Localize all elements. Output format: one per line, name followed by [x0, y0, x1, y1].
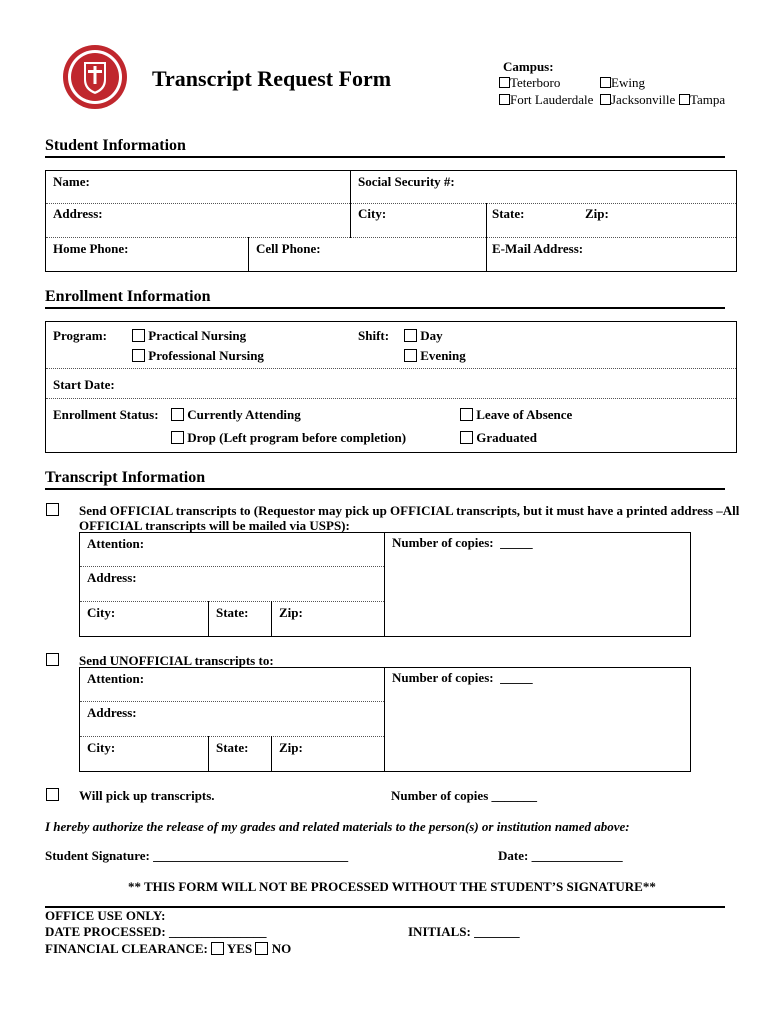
pickup-label: Will pick up transcripts. — [79, 788, 215, 803]
shift-evening[interactable]: Evening — [404, 348, 466, 364]
unofficial-copies-field[interactable]: Number of copies: _____ — [392, 670, 533, 685]
program-professional-nursing[interactable]: Professional Nursing — [132, 348, 264, 364]
unofficial-checkbox[interactable] — [46, 653, 59, 666]
row-divider — [46, 237, 736, 238]
fort-lauderdale-checkbox[interactable] — [499, 94, 510, 105]
signature-date-field[interactable]: Date: ______________ — [498, 848, 623, 863]
zip-field[interactable]: Zip: — [585, 206, 609, 221]
city-field[interactable]: City: — [358, 206, 387, 221]
row-divider — [80, 601, 384, 602]
section-rule — [45, 156, 725, 158]
initials-field[interactable]: INITIALS: _______ — [408, 924, 520, 939]
graduated-checkbox[interactable] — [460, 431, 473, 444]
pickup-checkbox[interactable] — [46, 788, 59, 801]
student-info-heading: Student Information — [45, 137, 186, 154]
address-field[interactable]: Address: — [53, 206, 103, 221]
col-divider — [208, 601, 209, 637]
shift-day[interactable]: Day — [404, 328, 443, 344]
row-divider — [46, 398, 736, 399]
campus-label: Campus: — [503, 59, 554, 74]
clearance-no-checkbox[interactable] — [255, 942, 268, 955]
col-divider — [350, 170, 351, 238]
col-divider — [384, 667, 385, 772]
evening-checkbox[interactable] — [404, 349, 417, 362]
name-field[interactable]: Name: — [53, 174, 90, 189]
state-field[interactable]: State: — [492, 206, 525, 221]
unofficial-instruction: Send UNOFFICIAL transcripts to: — [79, 653, 274, 668]
program-label: Program: — [53, 328, 107, 343]
enrollment-info-heading: Enrollment Information — [45, 288, 211, 305]
ssn-field[interactable]: Social Security #: — [358, 174, 455, 189]
status-drop[interactable]: Drop (Left program before completion) — [171, 430, 406, 446]
official-zip-field[interactable]: Zip: — [279, 605, 303, 620]
unofficial-zip-field[interactable]: Zip: — [279, 740, 303, 755]
financial-clearance — [45, 941, 291, 957]
status-leave-of-absence[interactable]: Leave of Absence — [460, 407, 572, 423]
official-state-field[interactable]: State: — [216, 605, 249, 620]
official-checkbox[interactable] — [46, 503, 59, 516]
row-divider — [46, 368, 736, 369]
col-divider — [384, 532, 385, 637]
col-divider — [271, 736, 272, 772]
unofficial-address-field[interactable]: Address: — [87, 705, 137, 720]
col-divider — [248, 237, 249, 271]
email-field[interactable]: E-Mail Address: — [492, 241, 584, 256]
unofficial-city-field[interactable]: City: — [87, 740, 116, 755]
day-checkbox[interactable] — [404, 329, 417, 342]
jacksonville-checkbox[interactable] — [600, 94, 611, 105]
section-rule — [45, 307, 725, 309]
ewing-checkbox[interactable] — [600, 77, 611, 88]
student-signature-field[interactable]: Student Signature: ______________________________ — [45, 848, 349, 863]
teterboro-checkbox[interactable] — [499, 77, 510, 88]
clearance-no-label: NO — [271, 941, 292, 956]
section-rule — [45, 488, 725, 490]
signature-warning: ** THIS FORM WILL NOT BE PROCESSED WITHOUT THE STUDENT’S SIGNATURE** — [128, 879, 656, 894]
campus-jacksonville[interactable]: Jacksonville — [600, 92, 675, 108]
office-use-title: OFFICE USE ONLY: — [45, 908, 166, 923]
transcript-info-heading: Transcript Information — [45, 469, 206, 486]
campus-ewing[interactable]: Ewing — [600, 75, 645, 91]
school-seal-logo — [62, 44, 128, 110]
unofficial-attention-field[interactable]: Attention: — [87, 671, 145, 686]
financial-clearance-label: FINANCIAL CLEARANCE: — [45, 941, 208, 956]
col-divider — [486, 203, 487, 271]
drop-checkbox[interactable] — [171, 431, 184, 444]
col-divider — [271, 601, 272, 637]
professional-nursing-checkbox[interactable] — [132, 349, 145, 362]
currently-attending-checkbox[interactable] — [171, 408, 184, 421]
campus-fort-lauderdale[interactable]: Fort Lauderdale — [499, 92, 593, 108]
official-city-field[interactable]: City: — [87, 605, 116, 620]
enrollment-status-label: Enrollment Status: — [53, 407, 159, 422]
date-processed-field[interactable]: DATE PROCESSED: _______________ — [45, 924, 267, 939]
row-divider — [46, 203, 736, 204]
official-instruction: Send OFFICIAL transcripts to (Requestor may pick up OFFICIAL transcripts, but it must have a printed address –All — [79, 503, 740, 518]
shift-label: Shift: — [358, 328, 390, 343]
row-divider — [80, 701, 384, 702]
page-title: Transcript Request Form — [152, 66, 392, 91]
col-divider — [208, 736, 209, 772]
official-address-table — [79, 532, 691, 637]
authorization-statement: I hereby authorize the release of my grades and related materials to the person(s) or institution named above: — [45, 819, 630, 834]
pickup-copies-field[interactable]: Number of copies _______ — [391, 788, 538, 803]
leave-of-absence-checkbox[interactable] — [460, 408, 473, 421]
campus-tampa[interactable]: Tampa — [679, 92, 725, 108]
status-graduated[interactable]: Graduated — [460, 430, 537, 446]
row-divider — [80, 566, 384, 567]
unofficial-address-table — [79, 667, 691, 772]
official-instruction-cont: OFFICIAL transcripts will be mailed via USPS): — [79, 518, 350, 533]
official-copies-field[interactable]: Number of copies: _____ — [392, 535, 533, 550]
start-date-field[interactable]: Start Date: — [53, 377, 115, 392]
unofficial-state-field[interactable]: State: — [216, 740, 249, 755]
row-divider — [80, 736, 384, 737]
tampa-checkbox[interactable] — [679, 94, 690, 105]
practical-nursing-checkbox[interactable] — [132, 329, 145, 342]
status-currently-attending[interactable]: Currently Attending — [171, 407, 301, 423]
clearance-yes-checkbox[interactable] — [211, 942, 224, 955]
official-attention-field[interactable]: Attention: — [87, 536, 145, 551]
program-practical-nursing[interactable]: Practical Nursing — [132, 328, 246, 344]
clearance-yes-label: YES — [226, 941, 253, 956]
campus-teterboro[interactable]: Teterboro — [499, 75, 560, 91]
home-phone-field[interactable]: Home Phone: — [53, 241, 129, 256]
cell-phone-field[interactable]: Cell Phone: — [256, 241, 321, 256]
official-address-field[interactable]: Address: — [87, 570, 137, 585]
